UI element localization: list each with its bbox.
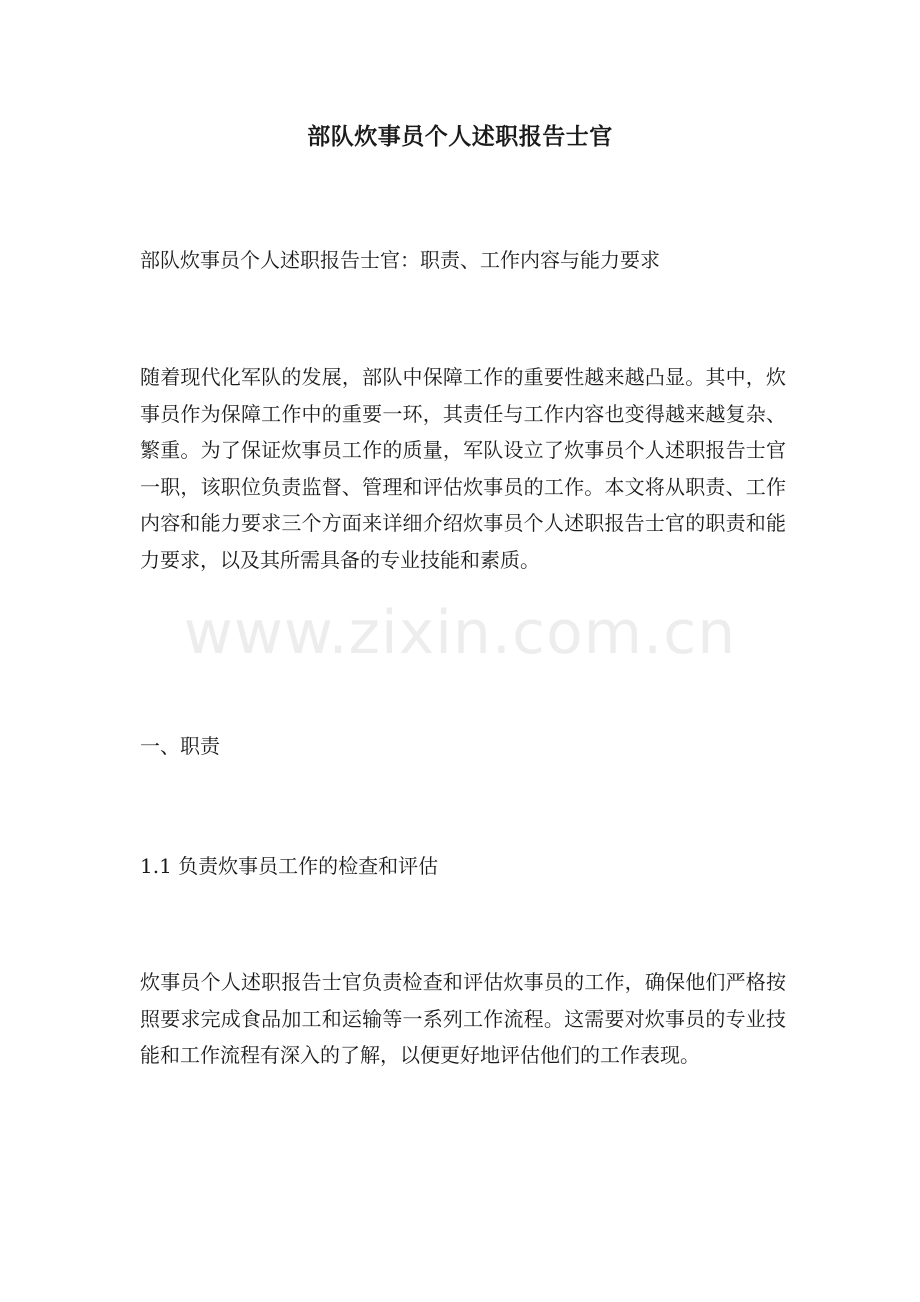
section-1-1-paragraph: 炊事员个人述职报告士官负责检查和评估炊事员的工作，确保他们严格按照要求完成食品加工和运输等一系列工作流程。这需要对炊事员的专业技能和工作流程有深入的了解，以便更好地评估他们的工作表现。 [140, 970, 786, 1067]
watermark: www.zixin.com.cn [183, 598, 737, 668]
section-heading-1: 一、职责 [140, 734, 220, 758]
document-subtitle: 部队炊事员个人述职报告士官：职责、工作内容与能力要求 [140, 248, 660, 272]
intro-paragraph: 随着现代化军队的发展，部队中保障工作的重要性越来越凸显。其中，炊事员作为保障工作中的重要一环，其责任与工作内容也变得越来越复杂、繁重。为了保证炊事员工作的质量，军队设立了炊事员个人述职报告士官一职，该职位负责监督、管理和评估炊事员的工作。本文将从职责、工作内容和能力要求三个方面来详细介绍炊事员个人述职报告士官的职责和能力要求，以及其所需具备的专业技能和素质。 [140, 365, 786, 572]
document-title: 部队炊事员个人述职报告士官 [307, 123, 613, 150]
section-heading-1-1: 1.1 负责炊事员工作的检查和评估 [140, 854, 439, 878]
